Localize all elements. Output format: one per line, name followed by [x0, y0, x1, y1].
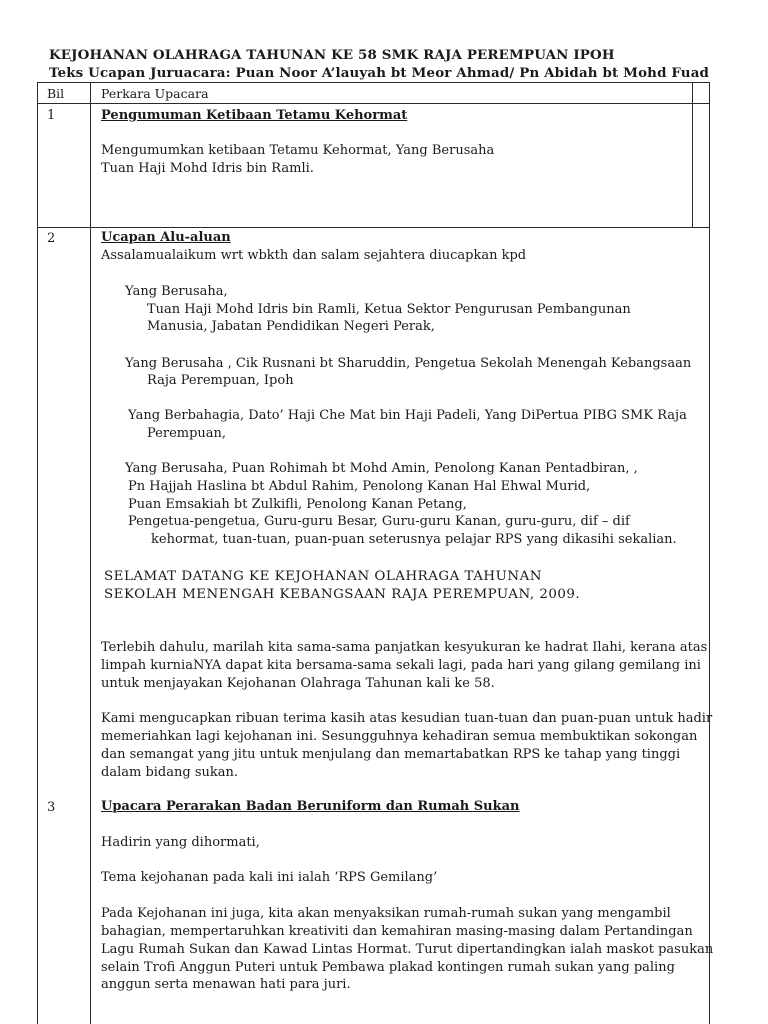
guest-line: Pn Hajjah Haslina bt Abdul Rahim, Penolong Kanan Hal Ehwal Murid,	[128, 479, 591, 494]
paragraph-line: dalam bidang sukan.	[101, 765, 238, 780]
row-number: 2	[47, 231, 56, 246]
welcome-line: SEKOLAH MENENGAH KEBANGSAAN RAJA PEREMPUAN, 2009.	[104, 587, 581, 602]
paragraph-line: Terlebih dahulu, marilah kita sama-sama panjatkan kesyukuran ke hadrat Ilahi, kerana atas	[101, 640, 708, 655]
paragraph-line: Kami mengucapkan ribuan terima kasih atas kesudian tuan-tuan dan puan-puan untuk hadir	[101, 711, 713, 726]
paragraph-line: Tema kejohanan pada kali ini ialah ‘RPS Gemilang’	[101, 870, 438, 885]
guest-line: Yang Berusaha , Cik Rusnani bt Sharuddin, Pengetua Sekolah Menengah Kebangsaan	[125, 356, 692, 371]
guest-line: Tuan Haji Mohd Idris bin Ramli, Ketua Sektor Pengurusan Pembangunan	[147, 302, 631, 317]
document-subtitle: Teks Ucapan Juruacara: Puan Noor A’lauyah bt Meor Ahmad/ Pn Abidah bt Mohd Fuad	[49, 65, 710, 81]
guest-line: Puan Emsakiah bt Zulkifli, Penolong Kanan Petang,	[128, 497, 467, 512]
section-heading: Ucapan Alu-aluan	[101, 230, 231, 245]
section-heading: Upacara Perarakan Badan Beruniform dan Rumah Sukan	[101, 799, 520, 814]
row-number: 1	[47, 108, 56, 123]
paragraph-line: bahagian, mempertaruhkan kreativiti dan kemahiran masing-masing dalam Pertandingan	[101, 924, 693, 939]
document-title: KEJOHANAN OLAHRAGA TAHUNAN KE 58 SMK RAJA PEREMPUAN IPOH	[49, 47, 615, 63]
guest-line: Yang Berusaha, Puan Rohimah bt Mohd Amin, Penolong Kanan Pentadbiran, ,	[125, 461, 638, 476]
row-number: 3	[47, 800, 56, 815]
paragraph-line: Tuan Haji Mohd Idris bin Ramli.	[101, 161, 314, 176]
paragraph-line: Mengumumkan ketibaan Tetamu Kehormat, Yang Berusaha	[101, 143, 495, 158]
guest-line: kehormat, tuan-tuan, puan-puan seterusnya pelajar RPS yang dikasihi sekalian.	[151, 532, 677, 547]
paragraph-line: Lagu Rumah Sukan dan Kawad Lintas Hormat. Turut dipertandingkan ialah maskot pasukan	[101, 942, 714, 957]
paragraph-line: untuk menjayakan Kejohanan Olahraga Tahunan kali ke 58.	[101, 676, 495, 691]
guest-line: Perempuan,	[147, 426, 227, 441]
guest-line: Manusia, Jabatan Pendidikan Negeri Perak,	[147, 319, 435, 334]
paragraph-line: Assalamualaikum wrt wbkth dan salam sejahtera diucapkan kpd	[101, 248, 527, 263]
welcome-line: SELAMAT DATANG KE KEJOHANAN OLAHRAGA TAHUNAN	[104, 569, 542, 584]
guest-line: Pengetua-pengetua, Guru-guru Besar, Guru-guru Kanan, guru-guru, dif – dif	[128, 514, 630, 529]
paragraph-line: Pada Kejohanan ini juga, kita akan menyaksikan rumah-rumah sukan yang mengambil	[101, 906, 671, 921]
section-heading: Pengumuman Ketibaan Tetamu Kehormat	[101, 108, 408, 123]
column-header-perkara: Perkara Upacara	[101, 86, 209, 101]
paragraph-line: Hadirin yang dihormati,	[101, 835, 260, 850]
paragraph-line: selain Trofi Anggun Puteri untuk Pembawa plakad kontingen rumah sukan yang paling	[101, 960, 675, 975]
paragraph-line: dan semangat yang jitu untuk menjulang dan memartabatkan RPS ke tahap yang tinggi	[101, 747, 681, 762]
guest-line: Raja Perempuan, Ipoh	[147, 373, 294, 388]
paragraph-line: memeriahkan lagi kejohanan ini. Sesungguhnya kehadiran semua membuktikan sokongan	[101, 729, 698, 744]
paragraph-line: limpah kurniaNYA dapat kita bersama-sama sekali lagi, pada hari yang gilang gemilang ini	[101, 658, 701, 673]
column-header-bil: Bil	[47, 86, 65, 101]
paragraph-line: anggun serta menawan hati para juri.	[101, 977, 351, 992]
guest-line: Yang Berusaha,	[125, 284, 228, 299]
guest-line: Yang Berbahagia, Dato’ Haji Che Mat bin Haji Padeli, Yang DiPertua PIBG SMK Raja	[128, 408, 687, 423]
